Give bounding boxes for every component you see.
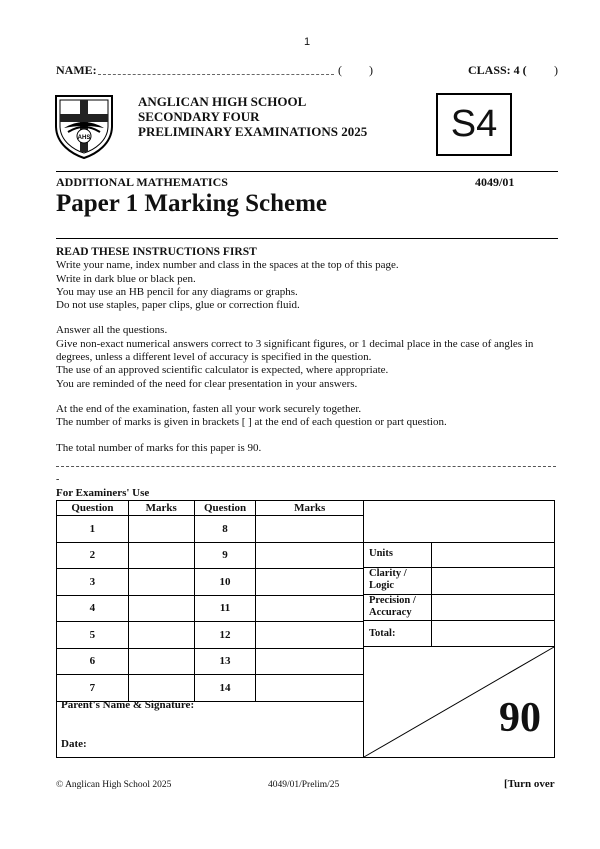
school-name: ANGLICAN HIGH SCHOOL	[138, 94, 307, 109]
marks-cell[interactable]	[256, 595, 364, 622]
question-number: 13	[194, 648, 256, 675]
exam-name: PRELIMINARY EXAMINATIONS 2025	[138, 124, 368, 139]
instruction-line: You are reminded of the need for clear presentation in your answers.	[56, 377, 358, 390]
question-number: 10	[194, 569, 256, 596]
subject-title: ADDITIONAL MATHEMATICS	[56, 175, 228, 189]
page-number: 1	[303, 36, 311, 48]
table-row	[57, 622, 364, 649]
question-number: 5	[57, 622, 129, 649]
question-number: 3	[57, 569, 129, 596]
level-box: S4	[436, 93, 512, 156]
total-marks-note: The total number of marks for this paper is 90.	[56, 441, 262, 454]
instructions	[56, 246, 560, 455]
question-number: 4	[57, 595, 129, 622]
question-number: 12	[194, 622, 256, 649]
instruction-line: You may use an HB pencil for any diagrams or graphs.	[56, 285, 298, 298]
parent-signature-box[interactable]	[56, 694, 364, 758]
name-class-row	[56, 63, 558, 79]
question-number: 9	[194, 542, 256, 569]
instruction-line: Give non-exact numerical answers correct to 3 significant figures, or 1 decimal place in the case of angles in degrees, unless a different level of accuracy is specified in the question.	[56, 337, 534, 364]
marks-cell[interactable]	[128, 622, 194, 649]
class-label: CLASS: 4 (	[468, 63, 527, 77]
precision-label: Precision / Accuracy	[369, 595, 416, 618]
total-marks-value: 90	[499, 695, 541, 741]
date-label: Date:	[61, 738, 87, 750]
name-field[interactable]	[98, 74, 334, 75]
table-row	[57, 648, 364, 675]
parent-signature-label: Parent's Name & Signature:	[61, 699, 195, 711]
units-label: Units	[369, 548, 393, 559]
question-number: 11	[194, 595, 256, 622]
question-number: 14	[194, 675, 256, 702]
clarity-label: Clarity / Logic	[369, 568, 407, 591]
total-label: Total:	[369, 628, 396, 639]
copyright: © Anglican High School 2025	[56, 780, 172, 790]
instruction-line: The number of marks is given in brackets [ ] at the end of each question or part question.	[56, 416, 447, 429]
divider-top	[56, 171, 558, 172]
divider-bottom	[56, 238, 558, 239]
class-paren-close: )	[554, 63, 558, 77]
marks-cell[interactable]	[128, 542, 194, 569]
paper-code: 4049/01	[475, 175, 515, 189]
instruction-line: Write your name, index number and class in the spaces at the top of this page.	[56, 259, 399, 272]
marks-cell[interactable]	[256, 516, 364, 543]
stray-dash: -	[56, 474, 60, 485]
index-paren-open: (	[338, 63, 342, 77]
instruction-line: The use of an approved scientific calculator is expected, where appropriate.	[56, 364, 389, 377]
marks-cell[interactable]	[128, 595, 194, 622]
paper-reference: 4049/01/Prelim/25	[268, 780, 340, 790]
col-marks: Marks	[128, 501, 194, 516]
marks-table	[56, 500, 364, 702]
question-number: 7	[57, 675, 129, 702]
instruction-line: Do not use staples, paper clips, glue or correction fluid.	[56, 299, 300, 312]
school-heading	[138, 94, 367, 139]
table-row	[57, 516, 364, 543]
col-question: Question	[57, 501, 129, 516]
question-number: 2	[57, 542, 129, 569]
examiner-summary-panel	[363, 500, 555, 758]
turn-over: [Turn over	[504, 778, 555, 790]
marks-cell[interactable]	[128, 569, 194, 596]
question-number: 8	[194, 516, 256, 543]
col-question: Question	[194, 501, 256, 516]
marks-cell[interactable]	[256, 569, 364, 596]
marks-cell[interactable]	[256, 622, 364, 649]
dashed-divider	[56, 466, 556, 467]
table-row	[57, 569, 364, 596]
table-row	[57, 595, 364, 622]
school-level: SECONDARY FOUR	[138, 109, 260, 124]
marks-table-header	[57, 501, 364, 516]
question-number: 6	[57, 648, 129, 675]
index-paren-close: )	[369, 63, 373, 77]
crest-lettering: AHS	[77, 135, 91, 141]
marks-cell[interactable]	[256, 648, 364, 675]
question-number: 1	[57, 516, 129, 543]
paper-title: Paper 1 Marking Scheme	[56, 190, 328, 217]
examiners-heading: For Examiners' Use	[56, 487, 150, 499]
table-row	[57, 542, 364, 569]
instruction-line: Answer all the questions.	[56, 324, 168, 337]
instruction-line: Write in dark blue or black pen.	[56, 272, 196, 285]
marks-cell[interactable]	[128, 648, 194, 675]
instruction-line: At the end of the examination, fasten all your work securely together.	[56, 402, 362, 415]
marks-cell[interactable]	[128, 516, 194, 543]
marks-cell[interactable]	[256, 542, 364, 569]
school-crest-icon	[52, 92, 116, 160]
instructions-heading: READ THESE INSTRUCTIONS FIRST	[56, 246, 257, 258]
name-label: NAME:	[56, 63, 97, 77]
col-marks: Marks	[256, 501, 364, 516]
